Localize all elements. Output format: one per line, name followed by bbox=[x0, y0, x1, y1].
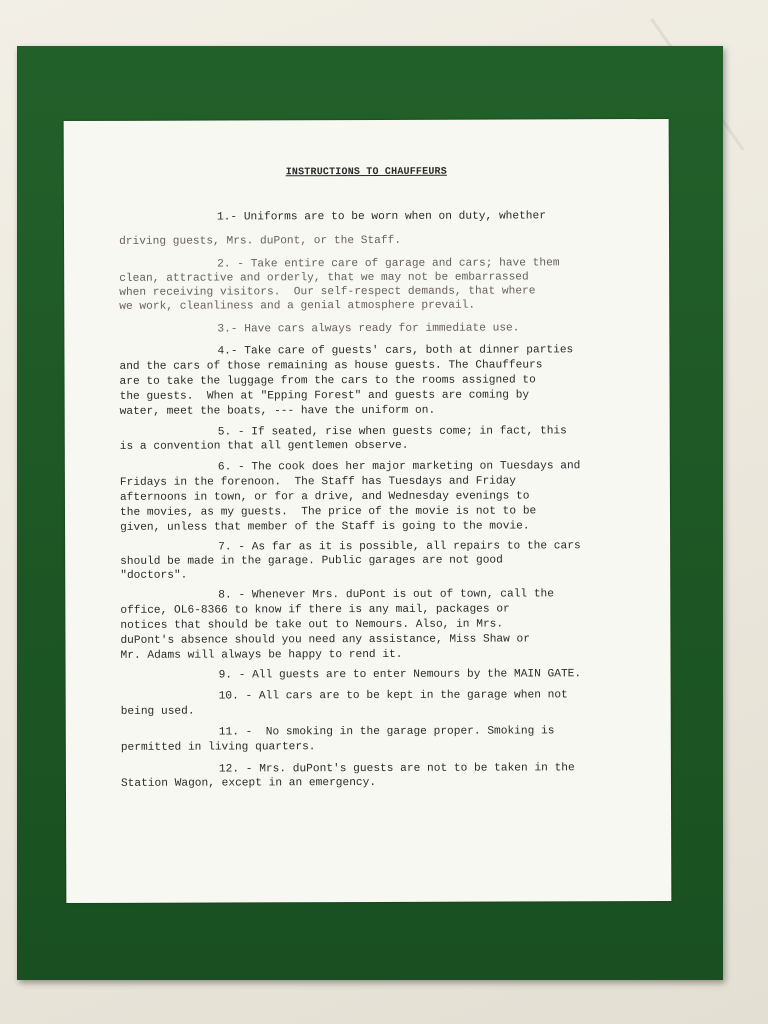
item-4-line-3: are to take the luggage from the cars to the rooms assigned to bbox=[119, 374, 536, 388]
item-7-line-2: should be made in the garage. Public garages are not good bbox=[120, 554, 503, 568]
item-7-line-3: "doctors". bbox=[120, 569, 188, 582]
item-5-line-2: is a convention that all gentlemen observe. bbox=[119, 439, 409, 453]
item-12-line-1: 12. - Mrs. duPont's guests are not to be taken in the bbox=[218, 762, 575, 776]
item-8-line-4: duPont's absence should you need any assistance, Miss Shaw or bbox=[120, 633, 531, 647]
item-8-line-5: Mr. Adams will always be happy to rend it. bbox=[120, 648, 403, 662]
item-11-line-2: permitted in living quarters. bbox=[120, 741, 316, 754]
item-4-line-1: 4.- Take care of guests' cars, both at dinner parties bbox=[217, 344, 574, 358]
item-12-line-2: Station Wagon, except in an emergency. bbox=[120, 776, 377, 790]
item-6-line-4: the movies, as my guests. The price of the movie is not to be bbox=[119, 505, 537, 519]
item-2-line-1: 2. - Take entire care of garage and cars; have them bbox=[217, 257, 560, 271]
item-4-line-5: water, meet the boats, --- have the uniform on. bbox=[119, 404, 436, 418]
document-page bbox=[64, 119, 672, 903]
item-2-line-3: when receiving visitors. Our self-respect demands, that where bbox=[119, 285, 536, 299]
item-4-line-2: and the cars of those remaining as house guests. The Chauffeurs bbox=[119, 359, 543, 373]
item-6-line-1: 6. - The cook does her major marketing on Tuesdays and bbox=[217, 460, 581, 474]
item-3-line-1: 3.- Have cars always ready for immediate use. bbox=[217, 322, 520, 336]
item-6-line-5: given, unless that member of the Staff is going to the movie. bbox=[120, 520, 530, 534]
item-8-line-2: office, OL6-8366 to know if there is any mail, packages or bbox=[120, 603, 510, 617]
item-7-line-1: 7. - As far as it is possible, all repairs to the cars bbox=[218, 540, 581, 554]
item-1-line-1: 1.- Uniforms are to be worn when on duty, whether bbox=[216, 210, 546, 224]
item-9-line-1: 9. - All guests are to enter Nemours by the MAIN GATE. bbox=[218, 668, 582, 682]
item-8-line-3: notices that should be take out to Nemours. Also, in Mrs. bbox=[120, 618, 504, 632]
item-4-line-4: the guests. When at "Epping Forest" and guests are coming by bbox=[119, 389, 530, 403]
item-6-line-2: Fridays in the forenoon. The Staff has Tuesdays and Friday bbox=[119, 475, 517, 489]
item-6-line-3: afternoons in town, or for a drive, and Wednesday evenings to bbox=[119, 490, 530, 504]
item-10-line-1: 10. - All cars are to be kept in the garage when not bbox=[218, 689, 568, 703]
document-title: INSTRUCTIONS TO CHAUFFEURS bbox=[285, 166, 447, 179]
item-1-line-2: driving guests, Mrs. duPont, or the Staff. bbox=[119, 234, 402, 248]
item-8-line-1: 8. - Whenever Mrs. duPont is out of town, call the bbox=[218, 588, 555, 602]
item-2-line-2: clean, attractive and orderly, that we may not be embarrassed bbox=[119, 271, 529, 285]
item-10-line-2: being used. bbox=[120, 705, 195, 718]
item-11-line-1: 11. - No smoking in the garage proper. Smoking is bbox=[218, 725, 555, 739]
item-2-line-4: we work, cleanliness and a genial atmosphere prevail. bbox=[119, 299, 476, 313]
item-5-line-1: 5. - If seated, rise when guests come; in fact, this bbox=[217, 425, 567, 439]
